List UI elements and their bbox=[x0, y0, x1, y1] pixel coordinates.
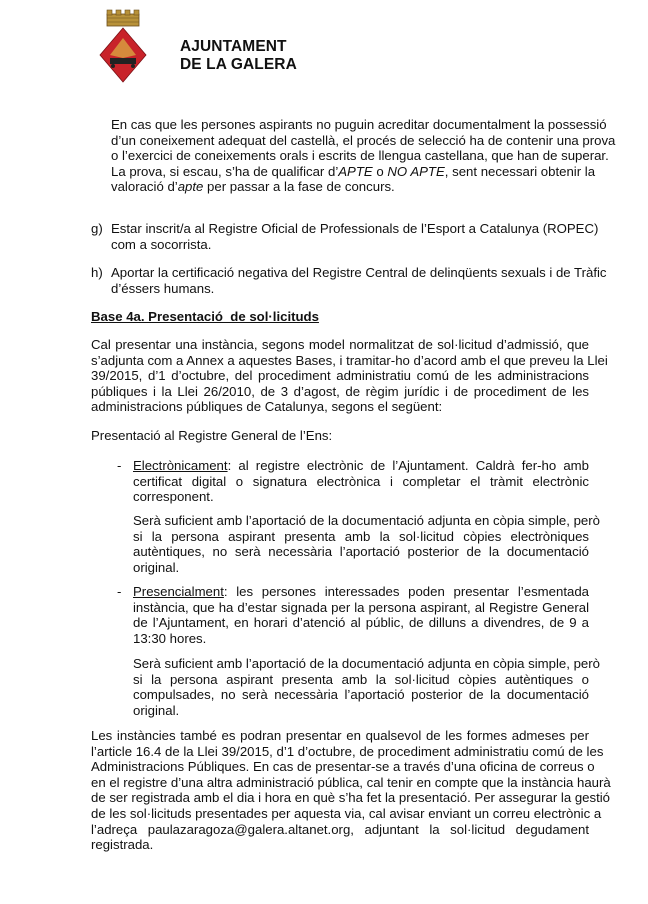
text-line: original. bbox=[133, 559, 180, 575]
text-run: o bbox=[372, 163, 388, 179]
no-apte-term: NO APTE bbox=[387, 163, 445, 179]
text-line: o l’exercici de coneixements orals i escrits de llengua castellana, que han de superar. bbox=[111, 148, 609, 164]
option-in-person bbox=[133, 584, 589, 646]
text-line: s’adjunta com a Annex a aquestes Bases, i tramitar-ho d’acord amb el que preveu la Llei bbox=[91, 352, 608, 368]
text-line: administracions públiques de Catalunya, segons el següent: bbox=[91, 399, 443, 415]
text-line: de ser registrada amb el dia i hora en què s’ha fet la presentació. Per assegurar la gestió bbox=[91, 790, 611, 806]
option-electronic bbox=[133, 458, 589, 505]
text-line: l’adreça paulazaragoza@galera.altanet.org, adjuntant la sol·licitud degudament bbox=[91, 821, 589, 837]
text-line: Aportar la certificació negativa del Registre Central de delinqüents sexuals i de Tràfic bbox=[111, 265, 607, 280]
text-run: La prova, si escau, s’ha de qualificar d’ bbox=[111, 163, 339, 179]
text-line: Serà suficient amb l’aportació de la documentació adjunta en còpia simple, però bbox=[133, 656, 600, 671]
section-heading: Base 4a. Presentació de sol·licituds bbox=[91, 309, 319, 324]
text-line: l’article 16.4 de la Llei 39/2015, d’1 d’octubre, de procediment administratiu comú de les bbox=[91, 743, 604, 759]
letterhead bbox=[98, 8, 398, 88]
text-line: corresponent. bbox=[133, 489, 214, 505]
text-line: compulsades, no serà necessària l’aportació posterior de la documentació bbox=[133, 687, 589, 703]
text-line: Serà suficient amb l’aportació de la documentació adjunta en còpia simple, però bbox=[133, 513, 600, 528]
text-line: autèntiques, no serà necessària l’aportació posterior de la documentació bbox=[133, 544, 589, 560]
org-name-line-2: DE LA GALERA bbox=[180, 56, 297, 73]
option-term: Electrònicament bbox=[133, 458, 228, 473]
text-line: En cas que les persones aspirants no puguin acreditar documentalment la possessió bbox=[111, 117, 607, 132]
text-line: públiques i la Llei 26/2010, de 3 d’agost, de règim jurídic i de procediment de les bbox=[91, 383, 589, 399]
intro-paragraph bbox=[111, 117, 616, 195]
section-paragraph bbox=[91, 337, 608, 415]
text-line: en el registre d’una altra administració pública, cal tenir en compte que la instància haurà bbox=[91, 774, 611, 790]
option-in-person-note bbox=[133, 656, 600, 718]
text-line: de les sol·licituds presentades per aquesta via, cal avisar enviant un correu electrònic a bbox=[91, 805, 602, 821]
apte-term: APTE bbox=[338, 163, 373, 179]
text-line: Cal presentar una instància, segons model normalitzat de sol·licitud d’admissió, que bbox=[91, 337, 589, 352]
coat-of-arms-icon bbox=[98, 8, 148, 88]
option-electronic-note bbox=[133, 513, 600, 575]
text-line: Administracions Públiques. En cas de presentar-se a través d’una oficina de correus o bbox=[91, 759, 595, 775]
org-name-line-1: AJUNTAMENT bbox=[180, 38, 287, 55]
text-line: de l’Ajuntament, en horari d’atenció al públic, de dilluns a divendres, de 9 a bbox=[133, 615, 589, 631]
text-line: instància, que ha d’estar signada per la persona aspirant, al Registre General bbox=[133, 599, 589, 615]
text-line bbox=[133, 458, 589, 474]
text-run: per passar a la fase de concurs. bbox=[203, 179, 395, 195]
list-item-g bbox=[111, 221, 599, 252]
text-run: : al registre electrònic de l’Ajuntament. Caldrà fer-ho amb bbox=[227, 458, 589, 473]
text-line: certificat digital o signatura electrònica i completar el tràmit electrònic bbox=[133, 473, 589, 489]
apte-term: apte bbox=[177, 179, 204, 195]
text-line: registrada. bbox=[91, 837, 154, 853]
text-run: : les persones interessades poden presentar l’esmentada bbox=[223, 584, 589, 599]
text-line: com a socorrista. bbox=[111, 236, 212, 252]
list-label-g: g) bbox=[91, 221, 103, 236]
organization-name bbox=[180, 38, 297, 74]
text-line: 13:30 hores. bbox=[133, 630, 207, 646]
registry-intro: Presentació al Registre General de l’Ens: bbox=[91, 428, 333, 443]
list-label-h: h) bbox=[91, 265, 103, 280]
text-line bbox=[111, 179, 589, 195]
text-line bbox=[133, 584, 589, 600]
final-paragraph bbox=[91, 728, 611, 853]
bullet-dash: - bbox=[117, 584, 122, 599]
text-line: si la persona aspirant presenta amb la sol·licitud còpies autèntiques o bbox=[133, 671, 589, 687]
text-line: d’un coneixement adequat del castellà, el procés de selecció ha de contenir una prova bbox=[111, 132, 616, 148]
text-line: original. bbox=[133, 702, 180, 718]
text-line: Les instàncies també es podran presentar en qualsevol de les formes admeses per bbox=[91, 728, 589, 743]
text-line: d’éssers humans. bbox=[111, 280, 215, 296]
list-item-h bbox=[111, 265, 607, 296]
text-line bbox=[111, 163, 596, 180]
text-line: si la persona aspirant presenta amb la sol·licitud còpies electròniques bbox=[133, 528, 589, 544]
option-term: Presencialment bbox=[133, 584, 224, 599]
text-run: , sent necessari obtenir la bbox=[444, 163, 596, 179]
text-line: 39/2015, d’1 d’octubre, del procediment administratiu comú de les administracions bbox=[91, 368, 589, 384]
bullet-dash: - bbox=[117, 458, 122, 473]
text-run: valoració d’ bbox=[111, 179, 178, 195]
text-line: Estar inscrit/a al Registre Oficial de Professionals de l’Esport a Catalunya (ROPEC) bbox=[111, 221, 599, 236]
